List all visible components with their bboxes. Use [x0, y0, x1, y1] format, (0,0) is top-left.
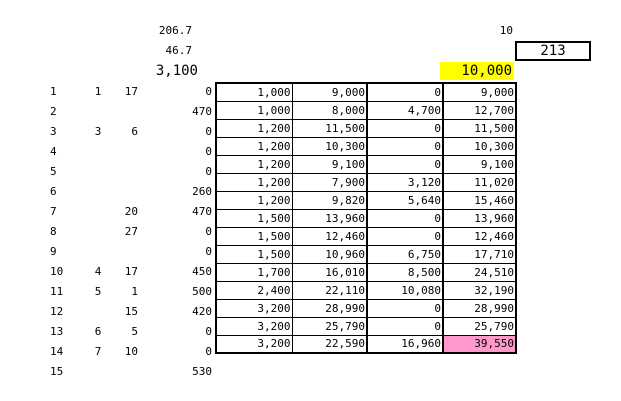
- col-v-cell[interactable]: 500: [192, 285, 212, 298]
- grid-cell-c3[interactable]: 0: [367, 227, 443, 245]
- grid-cell-c4[interactable]: 25,790: [443, 317, 516, 335]
- col-b-cell[interactable]: 1: [131, 285, 138, 298]
- grid-cell-c2[interactable]: 9,820: [292, 191, 367, 209]
- grid-cell-c2[interactable]: 9,100: [292, 155, 367, 173]
- col-b-cell[interactable]: 20: [124, 205, 138, 218]
- grid-cell-c4[interactable]: 15,460: [443, 191, 516, 209]
- grid-cell-c4[interactable]: 17,710: [443, 245, 516, 263]
- grid-cell-c1[interactable]: 2,400: [216, 281, 292, 299]
- grid-cell-c3[interactable]: 16,960: [367, 335, 443, 353]
- col-v-cell[interactable]: 0: [205, 245, 212, 258]
- table-row: [216, 281, 516, 299]
- row-number[interactable]: 2: [50, 105, 57, 118]
- row-number[interactable]: 10: [50, 265, 64, 278]
- table-row: [216, 335, 516, 353]
- grid-cell-c4[interactable]: 9,000: [443, 83, 516, 101]
- grid-cell-c4[interactable]: 11,500: [443, 119, 516, 137]
- grid-cell-c4[interactable]: 28,990: [443, 299, 516, 317]
- table-row: [216, 101, 516, 119]
- row-number[interactable]: 6: [50, 185, 57, 198]
- grid-cell-c3[interactable]: 5,640: [367, 191, 443, 209]
- table-row: [216, 317, 516, 335]
- grid-cell-c2[interactable]: 9,000: [292, 83, 367, 101]
- col-v-cell[interactable]: 0: [205, 345, 212, 358]
- col-b-cell[interactable]: 6: [131, 125, 138, 138]
- table-row: [216, 155, 516, 173]
- grid-cell-c4[interactable]: 12,700: [443, 101, 516, 119]
- row-number[interactable]: 11: [50, 285, 64, 298]
- grid-cell-c2[interactable]: 16,010: [292, 263, 367, 281]
- col-v-cell[interactable]: 450: [192, 265, 212, 278]
- col-a-cell[interactable]: 7: [94, 345, 102, 358]
- grid-cell-c3[interactable]: 0: [367, 299, 443, 317]
- grid-cell-c3[interactable]: 0: [367, 155, 443, 173]
- col-v-cell[interactable]: 0: [205, 85, 212, 98]
- grid-cell-c1[interactable]: 1,000: [216, 83, 292, 101]
- grid-cell-c3[interactable]: 10,080: [367, 281, 443, 299]
- grid-cell-c2[interactable]: 13,960: [292, 209, 367, 227]
- grid-cell-c2[interactable]: 22,110: [292, 281, 367, 299]
- row-number[interactable]: 13: [50, 325, 64, 338]
- col-v-cell[interactable]: 0: [205, 165, 212, 178]
- col-b-cell[interactable]: 27: [124, 225, 138, 238]
- row-number[interactable]: 15: [50, 365, 64, 378]
- col-v-cell[interactable]: 0: [205, 145, 212, 158]
- grid-cell-c4[interactable]: 13,960: [443, 209, 516, 227]
- value-46-7[interactable]: 46.7: [165, 44, 192, 57]
- grid-cell-c2[interactable]: 11,500: [292, 119, 367, 137]
- grid-cell-c1[interactable]: 1,000: [216, 101, 292, 119]
- col-a-cell[interactable]: 3: [94, 125, 102, 138]
- row-number[interactable]: 7: [50, 205, 57, 218]
- table-row: [216, 137, 516, 155]
- table-row: [216, 209, 516, 227]
- grid-cell-c2[interactable]: 28,990: [292, 299, 367, 317]
- grid-cell-c1[interactable]: 3,200: [216, 335, 292, 353]
- grid-cell-c1[interactable]: 3,200: [216, 317, 292, 335]
- table-row: [216, 245, 516, 263]
- col-v-cell[interactable]: 470: [192, 205, 212, 218]
- row-number[interactable]: 8: [50, 225, 57, 238]
- grid-cell-c1[interactable]: 3,200: [216, 299, 292, 317]
- grid-cell-c2[interactable]: 25,790: [292, 317, 367, 335]
- row-number[interactable]: 4: [50, 145, 57, 158]
- row-number[interactable]: 5: [50, 165, 57, 178]
- grid-cell-c3[interactable]: 4,700: [367, 101, 443, 119]
- value-3100[interactable]: 3,100: [155, 63, 198, 79]
- grid-cell-c3[interactable]: 6,750: [367, 245, 443, 263]
- grid-cell-c3[interactable]: 0: [367, 137, 443, 155]
- grid-cell-c4[interactable]: 10,300: [443, 137, 516, 155]
- value-206-7[interactable]: 206.7: [158, 24, 192, 37]
- col-b-cell[interactable]: 5: [131, 325, 138, 338]
- table-row: [216, 263, 516, 281]
- grid-cell-c3[interactable]: 8,500: [367, 263, 443, 281]
- row-number[interactable]: 12: [50, 305, 64, 318]
- col-b-cell[interactable]: 15: [124, 305, 138, 318]
- grid-cell-c4[interactable]: 24,510: [443, 263, 516, 281]
- grid-cell-c2[interactable]: 10,300: [292, 137, 367, 155]
- col-v-cell[interactable]: 530: [192, 365, 212, 378]
- top-right-number[interactable]: 10: [499, 24, 513, 37]
- grid-cell-c1[interactable]: 1,200: [216, 137, 292, 155]
- grid-cell-c3[interactable]: 3,120: [367, 173, 443, 191]
- table-row: [216, 191, 516, 209]
- grid-cell-c4[interactable]: 39,550: [443, 335, 516, 353]
- grid-cell-c1[interactable]: 1,200: [216, 173, 292, 191]
- grid-cell-c1[interactable]: 1,700: [216, 263, 292, 281]
- grid-cell-c2[interactable]: 12,460: [292, 227, 367, 245]
- grid-cell-c2[interactable]: 8,000: [292, 101, 367, 119]
- grid-cell-c1[interactable]: 1,500: [216, 209, 292, 227]
- grid-cell-c3[interactable]: 0: [367, 317, 443, 335]
- col-v-cell[interactable]: 0: [205, 225, 212, 238]
- grid-cell-c4[interactable]: 32,190: [443, 281, 516, 299]
- table-row: [216, 227, 516, 245]
- grid-cell-c2[interactable]: 22,590: [292, 335, 367, 353]
- col-b-cell[interactable]: 17: [124, 265, 138, 278]
- table-row: [216, 299, 516, 317]
- selected-cell-box[interactable]: 213: [515, 41, 591, 61]
- grid-cell-c1[interactable]: 1,500: [216, 227, 292, 245]
- grid-cell-c1[interactable]: 1,200: [216, 119, 292, 137]
- grid-cell-c4[interactable]: 11,020: [443, 173, 516, 191]
- col-v-cell[interactable]: 470: [192, 105, 212, 118]
- col-b-cell[interactable]: 17: [124, 85, 138, 98]
- grid-cell-c3[interactable]: 0: [367, 83, 443, 101]
- col-a-cell[interactable]: 5: [94, 285, 102, 298]
- col-a-cell[interactable]: 6: [94, 325, 102, 338]
- row-number[interactable]: 14: [50, 345, 64, 358]
- row-number[interactable]: 3: [50, 125, 57, 138]
- highlighted-total-cell[interactable]: 10,000: [440, 62, 514, 80]
- grid-cell-c4[interactable]: 12,460: [443, 227, 516, 245]
- col-v-cell[interactable]: 260: [192, 185, 212, 198]
- grid-cell-c3[interactable]: 0: [367, 209, 443, 227]
- col-v-cell[interactable]: 420: [192, 305, 212, 318]
- table-row: [216, 83, 516, 101]
- table-row: [216, 173, 516, 191]
- grid-cell-c2[interactable]: 10,960: [292, 245, 367, 263]
- grid-cell-c4[interactable]: 9,100: [443, 155, 516, 173]
- data-grid: [215, 82, 517, 354]
- row-number[interactable]: 9: [50, 245, 57, 258]
- grid-cell-c2[interactable]: 7,900: [292, 173, 367, 191]
- grid-cell-c1[interactable]: 1,200: [216, 155, 292, 173]
- grid-cell-c1[interactable]: 1,500: [216, 245, 292, 263]
- grid-cell-c1[interactable]: 1,200: [216, 191, 292, 209]
- col-v-cell[interactable]: 0: [205, 325, 212, 338]
- col-a-cell[interactable]: 1: [94, 85, 102, 98]
- table-row: [216, 119, 516, 137]
- col-b-cell[interactable]: 10: [124, 345, 138, 358]
- grid-cell-c3[interactable]: 0: [367, 119, 443, 137]
- row-number[interactable]: 1: [50, 85, 57, 98]
- col-v-cell[interactable]: 0: [205, 125, 212, 138]
- col-a-cell[interactable]: 4: [94, 265, 102, 278]
